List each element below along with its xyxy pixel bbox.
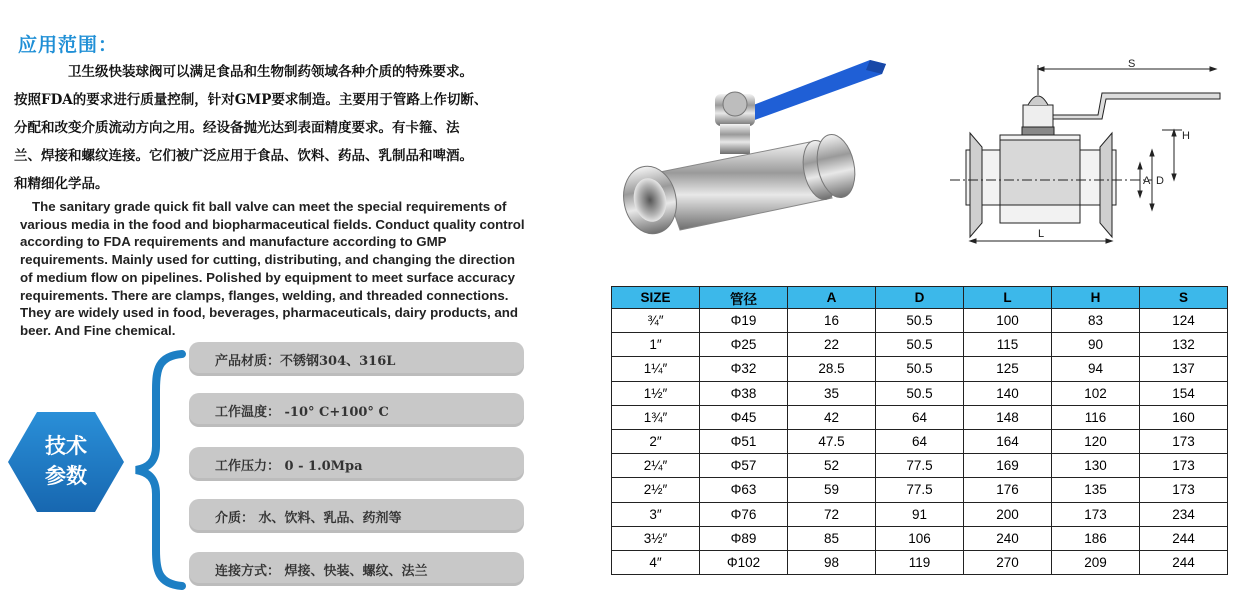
table-cell: Φ63 xyxy=(700,478,788,502)
table-cell: 137 xyxy=(1140,357,1228,381)
table-cell: 85 xyxy=(788,526,876,550)
table-cell: 90 xyxy=(1052,333,1140,357)
table-cell: 59 xyxy=(788,478,876,502)
table-cell: 244 xyxy=(1140,526,1228,550)
table-cell: Φ76 xyxy=(700,502,788,526)
table-cell: 140 xyxy=(964,381,1052,405)
table-cell: 164 xyxy=(964,429,1052,453)
cn-description-line: 和精细化学品。 xyxy=(14,176,109,192)
table-cell: 3″ xyxy=(612,502,700,526)
table-cell: Φ57 xyxy=(700,454,788,478)
table-cell: 1½″ xyxy=(612,381,700,405)
table-cell: 200 xyxy=(964,502,1052,526)
table-cell: Φ38 xyxy=(700,381,788,405)
table-cell: Φ32 xyxy=(700,357,788,381)
table-row xyxy=(612,333,1228,357)
table-cell: 1¾″ xyxy=(612,405,700,429)
table-cell: 135 xyxy=(1052,478,1140,502)
table-cell: 100 xyxy=(964,309,1052,333)
table-cell: 169 xyxy=(964,454,1052,478)
column-header: 管径 xyxy=(700,287,788,309)
table-cell: 47.5 xyxy=(788,429,876,453)
table-cell: Φ51 xyxy=(700,429,788,453)
dim-label-a: A xyxy=(1143,175,1151,187)
table-row xyxy=(612,502,1228,526)
table-cell: Φ45 xyxy=(700,405,788,429)
table-row xyxy=(612,429,1228,453)
table-cell: 42 xyxy=(788,405,876,429)
param-text: 工作压力： 0 - 1.0Mpa xyxy=(215,459,363,474)
table-cell: 173 xyxy=(1140,454,1228,478)
table-cell: Φ25 xyxy=(700,333,788,357)
cn-description-line: 按照FDA的要求进行质量控制，针对GMP要求制造。主要用于管路上作切断、 xyxy=(14,92,488,108)
table-cell: 35 xyxy=(788,381,876,405)
table-cell: 148 xyxy=(964,405,1052,429)
cn-description-line: 分配和改变介质流动方向之用。经设备抛光达到表面精度要求。有卡箍、法 xyxy=(14,120,460,136)
table-cell: 240 xyxy=(964,526,1052,550)
param-pressure xyxy=(189,447,524,481)
param-text: 介质： 水、饮料、乳品、药剂等 xyxy=(215,511,402,526)
table-cell: 125 xyxy=(964,357,1052,381)
table-row xyxy=(612,357,1228,381)
table-cell: 160 xyxy=(1140,405,1228,429)
valve-dimension-diagram xyxy=(930,55,1230,255)
table-cell: 4″ xyxy=(612,550,700,574)
params-hex-label-line1: 技术 xyxy=(45,433,87,458)
param-connection xyxy=(189,552,524,586)
table-cell: 120 xyxy=(1052,429,1140,453)
brace-icon xyxy=(130,350,190,590)
table-cell: 154 xyxy=(1140,381,1228,405)
table-cell: 1¼″ xyxy=(612,357,700,381)
table-cell: 234 xyxy=(1140,502,1228,526)
params-hex-label xyxy=(8,431,124,491)
table-cell: 94 xyxy=(1052,357,1140,381)
size-spec-table xyxy=(611,286,1228,575)
ball-valve-photo xyxy=(620,52,888,250)
table-row xyxy=(612,478,1228,502)
table-cell: 72 xyxy=(788,502,876,526)
table-cell: 50.5 xyxy=(876,357,964,381)
table-cell: 28.5 xyxy=(788,357,876,381)
table-cell: 2¼″ xyxy=(612,454,700,478)
table-row xyxy=(612,381,1228,405)
table-cell: 130 xyxy=(1052,454,1140,478)
table-cell: 173 xyxy=(1140,478,1228,502)
table-cell: 106 xyxy=(876,526,964,550)
table-cell: 176 xyxy=(964,478,1052,502)
table-header-row xyxy=(612,287,1228,309)
params-hex-label-line2: 参数 xyxy=(45,463,87,488)
table-cell: 116 xyxy=(1052,405,1140,429)
table-cell: 77.5 xyxy=(876,454,964,478)
table-row xyxy=(612,309,1228,333)
table-cell: 2″ xyxy=(612,429,700,453)
table-cell: Φ19 xyxy=(700,309,788,333)
table-cell: 16 xyxy=(788,309,876,333)
table-cell: 270 xyxy=(964,550,1052,574)
table-cell: 50.5 xyxy=(876,381,964,405)
page-title: 应用范围： xyxy=(18,34,119,56)
param-text: 工作温度： -10° C+100° C xyxy=(215,405,389,420)
table-cell: 64 xyxy=(876,405,964,429)
table-cell: 91 xyxy=(876,502,964,526)
column-header: A xyxy=(788,287,876,309)
column-header: H xyxy=(1052,287,1140,309)
table-row xyxy=(612,405,1228,429)
param-temperature xyxy=(189,393,524,427)
table-row xyxy=(612,550,1228,574)
table-cell: 98 xyxy=(788,550,876,574)
table-cell: 2½″ xyxy=(612,478,700,502)
table-cell: 173 xyxy=(1140,429,1228,453)
column-header: L xyxy=(964,287,1052,309)
table-cell: 209 xyxy=(1052,550,1140,574)
table-cell: 1″ xyxy=(612,333,700,357)
table-cell: 52 xyxy=(788,454,876,478)
param-medium xyxy=(189,499,524,533)
column-header: SIZE xyxy=(612,287,700,309)
dim-label-d: D xyxy=(1156,175,1164,187)
table-cell: 83 xyxy=(1052,309,1140,333)
en-description-text: The sanitary grade quick fit ball valve can meet the special requirements of various media in the food and biopharmaceutical fields. Conduct quality control according to FDA requirements and manufacture according to GMP requirements. Mainly used for cutting, distributing, and changing the direction of medium flow on pipelines. Polished by equipment to meet surface accuracy requirements. There are clamps, flanges, welding, and threaded connections. They are widely used in food, beverages, pharmaceuticals, dairy products, and beer. And Fine chemical. xyxy=(20,199,525,338)
table-cell: Φ89 xyxy=(700,526,788,550)
table-cell: 77.5 xyxy=(876,478,964,502)
param-text: 产品材质：不锈钢304、316L xyxy=(215,354,396,369)
table-cell: ¾″ xyxy=(612,309,700,333)
column-header: D xyxy=(876,287,964,309)
en-description xyxy=(20,198,525,340)
table-cell: 124 xyxy=(1140,309,1228,333)
table-cell: 173 xyxy=(1052,502,1140,526)
param-material xyxy=(189,342,524,376)
table-row xyxy=(612,454,1228,478)
param-text: 连接方式： 焊接、快装、螺纹、法兰 xyxy=(215,564,428,579)
dim-label-s: S xyxy=(1128,58,1136,70)
column-header: S xyxy=(1140,287,1228,309)
cn-description-line: 兰、焊接和螺纹连接。它们被广泛应用于食品、饮料、药品、乳制品和啤酒。 xyxy=(14,148,473,164)
table-cell: 64 xyxy=(876,429,964,453)
table-cell: 186 xyxy=(1052,526,1140,550)
table-cell: 22 xyxy=(788,333,876,357)
table-cell: 132 xyxy=(1140,333,1228,357)
table-cell: 102 xyxy=(1052,381,1140,405)
table-cell: 115 xyxy=(964,333,1052,357)
table-cell: 244 xyxy=(1140,550,1228,574)
table-cell: 50.5 xyxy=(876,309,964,333)
table-row xyxy=(612,526,1228,550)
table-cell: 50.5 xyxy=(876,333,964,357)
dim-label-l: L xyxy=(1038,228,1045,240)
table-cell: Φ102 xyxy=(700,550,788,574)
dim-label-h: H xyxy=(1182,130,1190,142)
table-cell: 119 xyxy=(876,550,964,574)
table-cell: 3½″ xyxy=(612,526,700,550)
cn-description-line: 卫生级快装球阀可以满足食品和生物制药领域各种介质的特殊要求。 xyxy=(68,64,473,80)
